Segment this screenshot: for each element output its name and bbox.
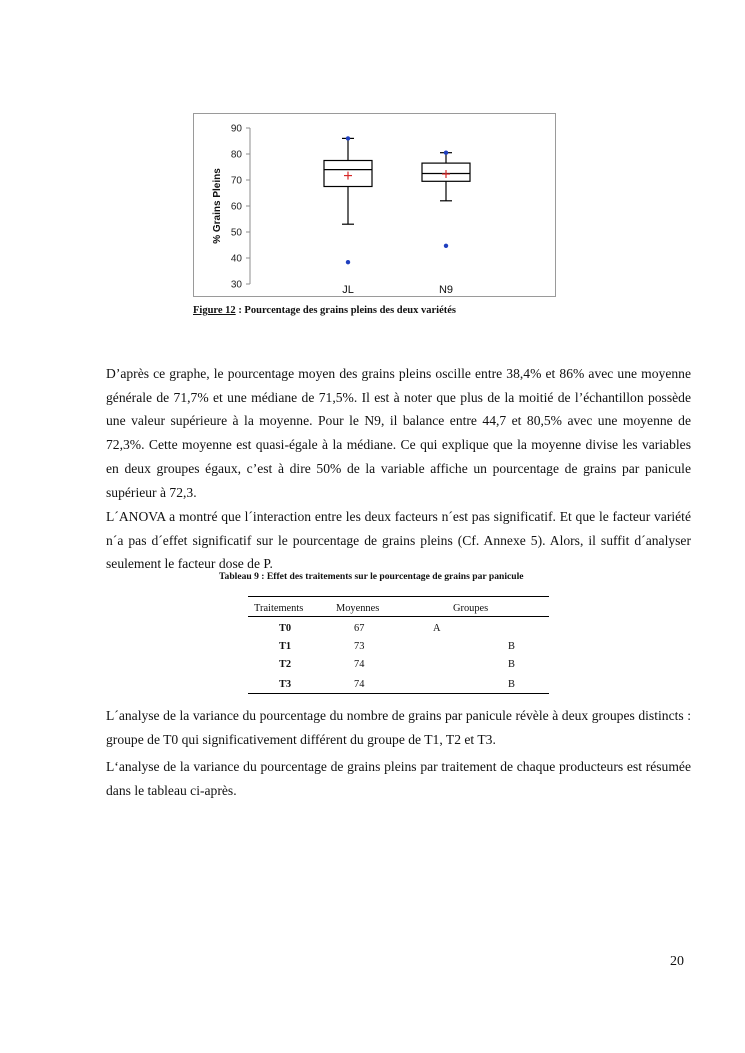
row-group-b: B <box>508 659 515 670</box>
y-tick-label: 30 <box>230 279 242 291</box>
category-label: N9 <box>438 284 454 296</box>
row-mean: 67 <box>354 623 365 634</box>
row-mean: 74 <box>354 659 365 670</box>
page-number: 20 <box>670 954 684 969</box>
figure-caption-text: : Pourcentage des grains pleins des deux variétés <box>235 305 456 316</box>
y-tick-label: 80 <box>230 149 242 161</box>
category-label: JL <box>342 284 354 296</box>
row-treatment: T0 <box>279 623 292 634</box>
boxplot-chart <box>193 113 556 297</box>
paragraph-variance-groups: L´analyse de la variance du pourcentage du nombre de grains par panicule révèle à deux groupes distincts : groupe de T0 qui significativement différent du groupe de T1, T2 et T3. <box>106 708 691 747</box>
table-header-groups: Groupes <box>453 603 489 614</box>
y-tick-label: 70 <box>230 175 242 187</box>
y-tick-label: 60 <box>230 201 242 213</box>
outlier-point <box>444 244 448 248</box>
figure-label: Figure 12 <box>193 305 236 316</box>
anova-results-table <box>248 596 549 694</box>
outlier-point <box>346 260 350 264</box>
y-axis-title: % Grains Pleins <box>212 168 223 244</box>
row-group-b: B <box>508 641 515 652</box>
paragraph-table-intro: L‘analyse de la variance du pourcentage de grains pleins par traitement de chaque producteurs est résumée dans le tableau ci-après. <box>106 759 691 798</box>
table-header-treatments: Traitements <box>254 603 304 614</box>
table-header-means: Moyennes <box>336 603 380 614</box>
max-point <box>444 151 448 155</box>
y-tick-label: 90 <box>230 123 242 135</box>
y-tick-label: 40 <box>230 253 242 265</box>
row-group-b: B <box>508 679 515 690</box>
max-point <box>346 136 350 140</box>
table-title: Tableau 9 : Effet des traitements sur le pourcentage de grains par panicule <box>219 571 524 582</box>
boxplot-svg <box>194 114 555 296</box>
y-tick-label: 50 <box>230 227 242 239</box>
paragraph-graph-analysis: D’après ce graphe, le pourcentage moyen des grains pleins oscille entre 38,4% et 86% avec une moyenne générale de 71,7% et une médiane de 71,5%. Il est à noter que plus de la moitié de l’échantillon possède une valeur supérieure à la moyenne. Pour le N9, il balance entre 44,7 et 80,5% avec une moyenne de 72,3%. Cette moyenne est quasi-égale à la médiane. Ce qui explique que la moyenne divise les variables en deux groupes égaux, c’est à dire 50% de la variable affiche un pourcentage de grains par panicule supérieur à 72,3. <box>106 366 691 500</box>
row-treatment: T3 <box>279 679 292 690</box>
table-top-rule <box>248 596 549 597</box>
figure-caption <box>193 305 456 316</box>
table-header-rule <box>248 616 549 617</box>
row-treatment: T2 <box>279 659 292 670</box>
row-mean: 73 <box>354 641 365 652</box>
table-bottom-rule <box>248 693 549 694</box>
paragraph-anova: L´ANOVA a montré que l´interaction entre les deux facteurs n´est pas significatif. Et que le facteur variété n´a pas d´effet significatif sur le pourcentage de grains pleins (Cf. Annexe 5). Alors, il suffit d´analyser seulement le facteur dose de P. <box>106 509 691 572</box>
row-treatment: T1 <box>279 641 292 652</box>
row-group-a: A <box>433 623 441 634</box>
row-mean: 74 <box>354 679 365 690</box>
